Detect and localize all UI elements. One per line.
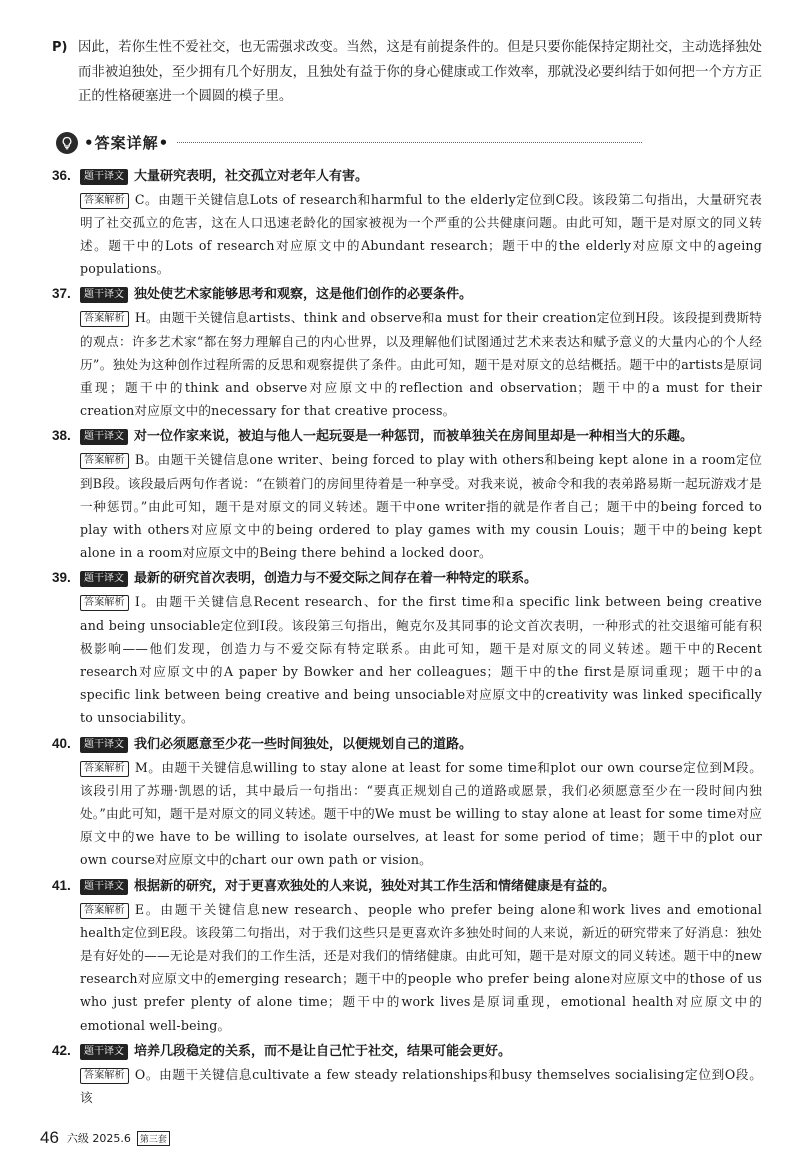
paragraph-text: 因此，若你生性不爱社交，也无需强求改变。当然，这是有前提条件的。但是只要你能保持定期社交，主动选择独处而非被迫独处，至少拥有几个好朋友，且独处有益于你的身心健康或工作效率，那就没必要纠结于如何把一个方方正正的性格硬塞进一个圆圆的模子里。: [78, 40, 762, 104]
stem-translation-tag: 题干译文: [80, 287, 128, 303]
answer-analysis-tag: 答案解析: [80, 903, 129, 919]
question-number: 42.: [52, 1042, 71, 1058]
question-stem: 我们必须愿意至少花一些时间独处，以便规划自己的道路。: [134, 736, 473, 752]
stem-translation-tag: 题干译文: [80, 879, 128, 895]
stem-translation-tag: 题干译文: [80, 1044, 128, 1060]
question-item: [52, 566, 762, 729]
question-number: 41.: [52, 877, 71, 893]
passage-paragraph-p: [52, 36, 762, 110]
stem-translation-tag: 题干译文: [80, 169, 128, 185]
question-item: [52, 874, 762, 1037]
divider: [177, 142, 642, 143]
question-stem: 培养几段稳定的关系，而不是让自己忙于社交，结果可能会更好。: [134, 1043, 512, 1059]
question-item: [52, 164, 762, 281]
page-number: 46: [40, 1128, 59, 1147]
answer-analysis-tag: 答案解析: [80, 453, 129, 469]
answer-analysis-tag: 答案解析: [80, 1068, 129, 1084]
question-stem: 根据新的研究，对于更喜欢独处的人来说，独处对其工作生活和情绪健康是有益的。: [134, 878, 616, 894]
lightbulb-icon: [56, 132, 78, 154]
page-footer: [40, 1128, 170, 1148]
question-number: 37.: [52, 286, 71, 302]
question-item: [52, 424, 762, 564]
answer-section-header: [56, 130, 762, 156]
question-list: [52, 164, 762, 1110]
answer-text: O。由题干关键信息cultivate a few steady relationships和busy themselves socialising定位到O段。该: [80, 1066, 762, 1105]
question-stem: 对一位作家来说，被迫与他人一起玩耍是一种惩罚，而被单独关在房间里却是一种相当大的乐趣。: [134, 429, 694, 445]
question-stem: 独处使艺术家能够思考和观察，这是他们创作的必要条件。: [134, 287, 473, 303]
answer-text: M。由题干关键信息willing to stay alone at least for some time和plot our own course定位到M段。该段引用了苏珊·凯恩的话，其中最后一句指出：“要真正规划自己的道路或愿景，我们必须愿意至少在一段时间内独处。”由此可知，题干是对原文的同义转述。题干中的We must be willing to stay alone at least for some time对应原文中的we have to be willing to isolate ourselves, at least for some period of time；题干中的plot our own course对应原文中的chart our own path or vision。: [80, 759, 762, 868]
section-badge: 第三套: [137, 1131, 170, 1146]
section-title: •答案详解•: [84, 134, 170, 152]
answer-analysis: [80, 1063, 762, 1109]
question-stem-line: [52, 732, 762, 756]
question-item: [52, 732, 762, 872]
question-stem-line: [52, 874, 762, 898]
answer-analysis-tag: 答案解析: [80, 595, 129, 611]
answer-analysis: [80, 448, 762, 564]
question-stem: 大量研究表明，社交孤立对老年人有害。: [134, 168, 369, 184]
question-stem-line: [52, 1039, 762, 1063]
question-number: 38.: [52, 428, 71, 444]
answer-text: E。由题干关键信息new research、people who prefer being alone和work lives and emotional health定位到E段。该段第二句指出，对于我们这些只是更喜欢许多独处时间的人来说，新近的研究带来了好消息：独处是有好处的——无论是对我们的工作生活，还是对我们的情绪健康。由此可知，题干是对原文的同义转述。题干中的new research对应原文中的emerging research；题干中的people who prefer being alone对应原文中的those of us who just prefer plenty of alone time；题干中的work lives是原词重现，emotional health对应原文中的emotional well-being。: [80, 901, 762, 1033]
question-item: [52, 1039, 762, 1109]
question-stem-line: [52, 424, 762, 448]
answer-analysis-tag: 答案解析: [80, 311, 129, 327]
question-stem-line: [52, 566, 762, 590]
answer-analysis: [80, 590, 762, 729]
answer-text: B。由题干关键信息one writer、being forced to play with others和being kept alone in a room定位到B段。该段最后两句作者说：“在锁着门的房间里待着是一种享受。对我来说，被命令和我的表弟路易斯一起玩游戏才是一种惩罚。”由此可知，题干是对原文的同义转述。题干中one writer指的就是作者自己；题干中的being forced to play with others对应原文中的being ordered to play games with my cousin Louis；题干中的being kept alone in a room对应原文中的Being there behind a locked door。: [80, 452, 762, 561]
issue-label: 六级 2025.6: [66, 1132, 131, 1145]
question-number: 40.: [52, 735, 71, 751]
question-stem-line: [52, 282, 762, 306]
paragraph-label: P): [52, 40, 68, 55]
answer-analysis: [80, 306, 762, 422]
question-number: 39.: [52, 570, 71, 586]
question-stem: 最新的研究首次表明，创造力与不爱交际之间存在着一种特定的联系。: [134, 571, 538, 587]
answer-analysis: [80, 756, 762, 872]
stem-translation-tag: 题干译文: [80, 571, 128, 587]
answer-text: C。由题干关键信息Lots of research和harmful to the elderly定位到C段。该段第二句指出，大量研究表明了社交孤立的危害，这在人口迅速老龄化的国家被视为一个严重的公共健康问题。由此可知，题干是对原文的同义转述。题干中的Lots of research对应原文中的Abundant research；题干中的the elderly对应原文中的ageing populations。: [80, 191, 762, 277]
answer-analysis-tag: 答案解析: [80, 193, 129, 209]
answer-analysis: [80, 188, 762, 281]
answer-text: H。由题干关键信息artists、think and observe和a must for their creation定位到H段。该段提到费斯特的观点：许多艺术家“都在努力理解自己的内心世界，以及理解他们试图通过艺术来表达和赋予意义的大量内心的个人经历”。独处为这种创作过程所需的反思和观察提供了条件。由此可知，题干是对原文的总结概括。题干中的artists是原词重现；题干中的think and observe对应原文中的reflection and observation；题干中的a must for their creation对应原文中的necessary for that creative process。: [80, 310, 762, 419]
stem-translation-tag: 题干译文: [80, 737, 128, 753]
answer-analysis-tag: 答案解析: [80, 761, 129, 777]
question-stem-line: [52, 164, 762, 188]
question-item: [52, 282, 762, 422]
answer-text: I。由题干关键信息Recent research、for the first time和a specific link between being creative and being unsociable定位到I段。该段第三句指出，鲍克尔及其同事的论文首次表明，一种形式的社交退缩可能有积极影响——他们发现，创造力与不爱交际有特定联系。由此可知，题干是对原文的同义转述。题干中的Recent research对应原文中的A paper by Bowker and her colleagues；题干中的the first是原词重现；题干中的a specific link between being creative and being unsociable对应原文中的creativity was linked specifically to unsociability。: [80, 594, 762, 726]
stem-translation-tag: 题干译文: [80, 429, 128, 445]
answer-analysis: [80, 898, 762, 1037]
question-number: 36.: [52, 167, 71, 183]
